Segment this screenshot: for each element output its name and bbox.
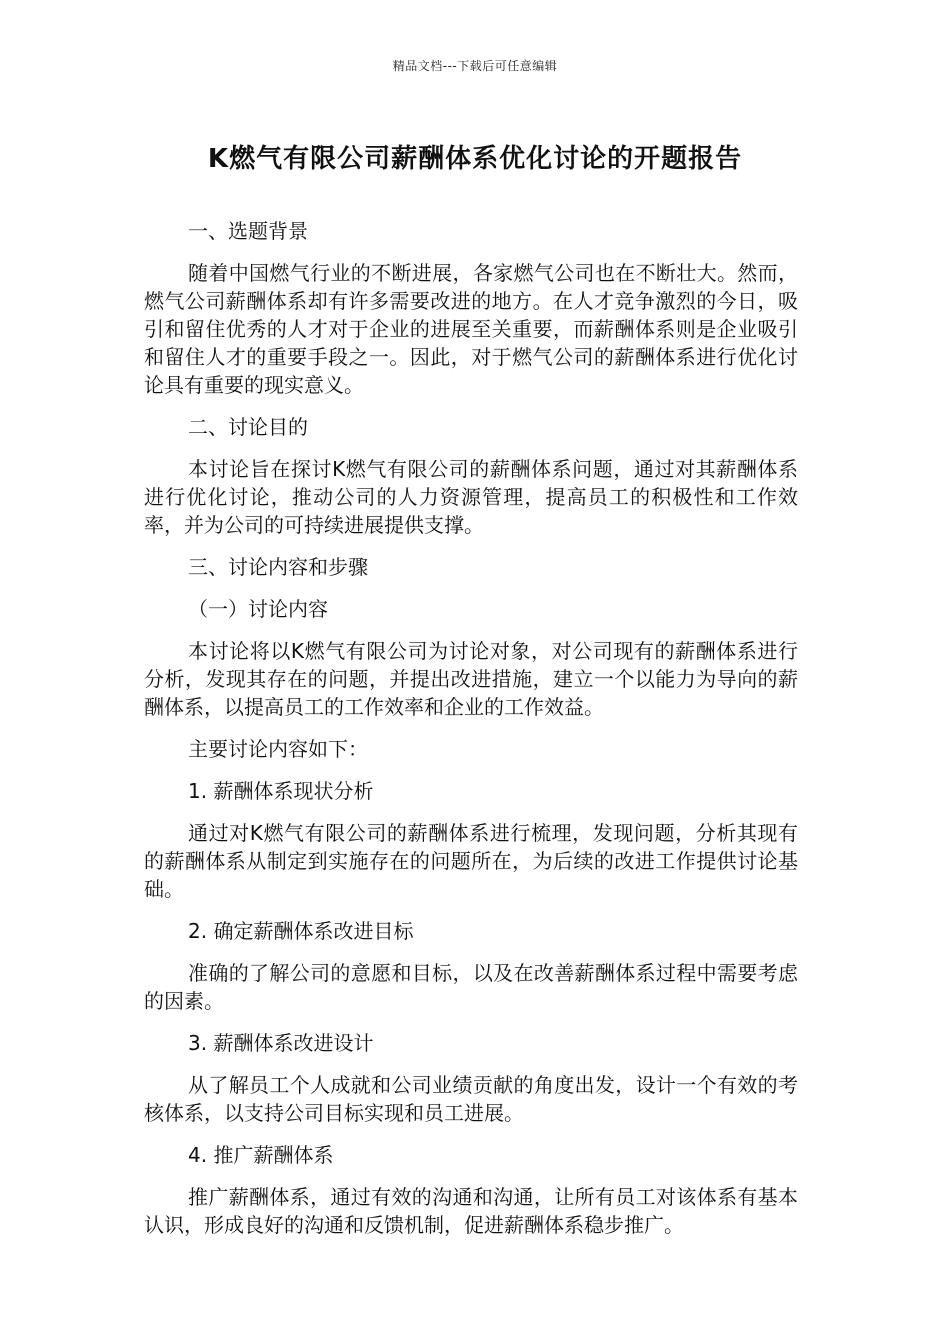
- item-paragraph-3: 从了解员工个人成就和公司业绩贡献的角度出发，设计一个有效的考核体系，以支持公司目标实现和员工进展。: [144, 1073, 798, 1125]
- header-note: 精品文档---下载后可任意编辑: [392, 59, 558, 73]
- item-heading-1: 1. 薪酬体系现状分析: [188, 779, 374, 803]
- item-heading-4: 4. 推广薪酬体系: [188, 1143, 334, 1167]
- item-paragraph-1: 通过对K燃气有限公司的薪酬体系进行梳理，发现问题，分析其现有的薪酬体系从制定到实施存在的问题所在，为后续的改进工作提供讨论基础。: [144, 821, 798, 901]
- paragraph-content: 本讨论将以K燃气有限公司为讨论对象，对公司现有的薪酬体系进行分析，发现其存在的问题，并提出改进措施，建立一个以能力为导向的薪酬体系，以提高员工的工作效率和企业的工作效益。: [144, 639, 798, 719]
- paragraph-purpose: 本讨论旨在探讨K燃气有限公司的薪酬体系问题，通过对其薪酬体系进行优化讨论，推动公司的人力资源管理，提高员工的积极性和工作效率，并为公司的可持续进展提供支撑。: [144, 457, 798, 537]
- section-heading-purpose: 二、讨论目的: [188, 415, 308, 439]
- paragraph-background: 随着中国燃气行业的不断进展，各家燃气公司也在不断壮大。然而，燃气公司薪酬体系却有许多需要改进的地方。在人才竞争激烈的今日，吸引和留住优秀的人才对于企业的进展至关重要，而薪酬体系则是企业吸引和留住人才的重要手段之一。因此，对于燃气公司的薪酬体系进行优化讨论具有重要的现实意义。: [144, 261, 798, 397]
- section-heading-content-steps: 三、讨论内容和步骤: [188, 555, 368, 579]
- document-title: K燃气有限公司薪酬体系优化讨论的开题报告: [207, 144, 743, 174]
- content-intro-line: 主要讨论内容如下：: [188, 737, 368, 761]
- document-body: [144, 217, 798, 1253]
- section-heading-background: 一、选题背景: [188, 219, 308, 243]
- subsection-heading-content: （一）讨论内容: [188, 597, 328, 621]
- item-heading-3: 3. 薪酬体系改进设计: [188, 1031, 374, 1055]
- item-paragraph-2: 准确的了解公司的意愿和目标，以及在改善薪酬体系过程中需要考虑的因素。: [144, 961, 798, 1013]
- item-paragraph-4: 推广薪酬体系，通过有效的沟通和沟通，让所有员工对该体系有基本认识，形成良好的沟通和反馈机制，促进薪酬体系稳步推广。: [144, 1185, 798, 1237]
- item-heading-2: 2. 确定薪酬体系改进目标: [188, 919, 414, 943]
